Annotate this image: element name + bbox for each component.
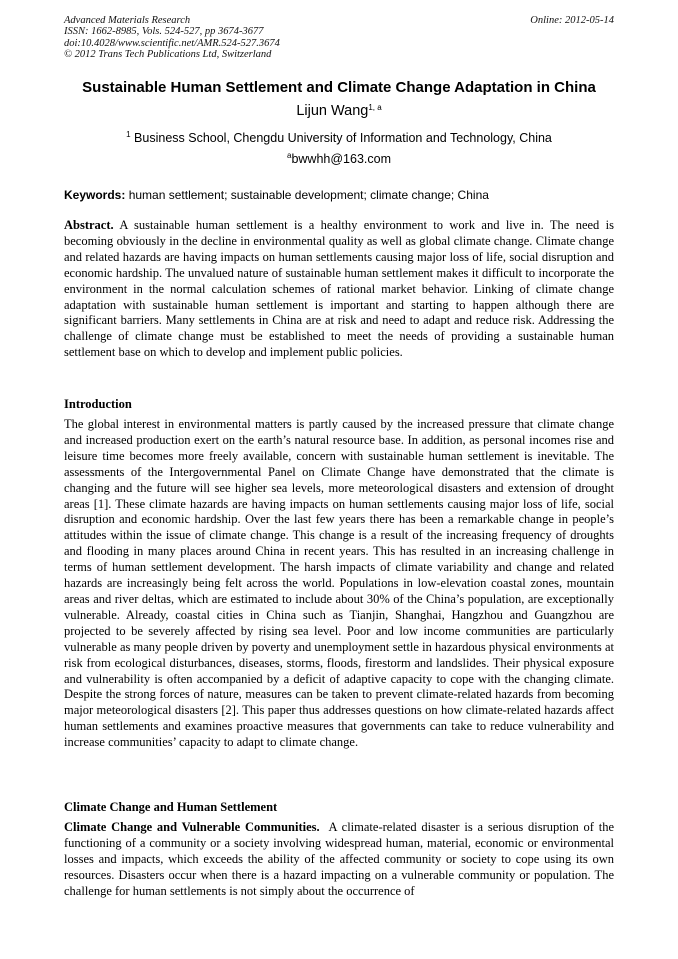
vulnerable-communities-paragraph (64, 820, 614, 900)
introduction-paragraph: The global interest in environmental matters is partly caused by the increased pressure that climate change and increased production exert on the earth’s natural resource base. In addition, as personal incomes rise and leisure time becomes more freely available, concern with sustainable human settlement is inevitable. The assessments of the Intergovernmental Panel on Climate Change have demonstrated that the climate is changing and the future will see higher sea levels, more meteorological disasters and extension of drought areas [1]. These climate hazards are having impacts on human settlements causing major loss of life, social disruption and economic hardship. Over the last few years there has been a remarkable change in people’s attitudes within the issue of climate change. This change is a result of the increasing frequency of droughts and flooding in many places around China in recent years. This has resulted in an increasing challenge in terms of human settlement development. The harsh impacts of climate variability and change and related hazards are increasingly being felt across the world. Populations in low-elevation coastal zones, mountain areas and river deltas, which are estimated to include about 30% of the China’s population, are exceptionally vulnerable. Already, coastal cities in China such as Tianjin, Shanghai, Hangzhou and Guangzhou are projected to be severely affected by rising sea level. Poor and low income communities are particularly vulnerable as many people driven by poverty and unemployment settle in hazardous physical environments at risk from ecological disturbances, diseases, storms, floods, firestorm and landslides. Their physical exposure and vulnerability is often accompanied by a deficit of adaptive capacity to cope with the changing climate. Despite the strong forces of nature, measures can be taken to prevent climate-related hazards from becoming major meteorological disasters [2]. This paper thus addresses questions on how climate-related hazards affect human settlements and examines proactive measures that governments can take to reduce vulnerability and increase communities’ capacity to adapt to climate change. (64, 417, 614, 750)
author-name: Lijun Wang (296, 103, 369, 119)
copyright-line: © 2012 Trans Tech Publications Ltd, Switzerland (64, 48, 272, 60)
paper-title: Sustainable Human Settlement and Climate Change Adaptation in China (82, 79, 596, 96)
author-email (30, 151, 648, 167)
keywords (64, 187, 620, 203)
email-superscript: a (287, 151, 292, 160)
affiliation-superscript: 1 (126, 130, 131, 139)
online-date: Online: 2012-05-14 (530, 15, 614, 26)
keywords-text: human settlement; sustainable development; climate change; China (128, 188, 489, 202)
affiliation-text: Business School, Chengdu University of Information and Technology, China (134, 131, 552, 145)
subsection-text: A climate-related disaster is a serious disruption of the functioning of a community or a society involving widespread human, material, economic or environmental losses and impacts, which exceeds the ability of the affected community or society to cope using its own resources. Disasters occur when there is a hazard impacting on a vulnerable community or population. The challenge for human settlements is not simply about the occurrence of (64, 820, 614, 898)
issn-line: ISSN: 1662-8985, Vols. 524-527, pp 3674-3677 (64, 26, 264, 38)
abstract-label: Abstract. (64, 218, 114, 232)
section-heading-climate-change: Climate Change and Human Settlement (64, 800, 278, 814)
affiliation (30, 130, 648, 146)
abstract-text: A sustainable human settlement is a healthy environment to work and live in. The need is becoming obviously in the decline in environmental quality as well as global climate change. Climate change and related hazards are having impacts on human settlements causing major loss of life, social disruption and economic hardship. The unvalued nature of sustainable human settlement makes it difficult to incorporate the environment in the normal calculation schemes of rational market behavior. Linking of climate change adaptation with sustainable human settlement is important and starting to happen although there are significant barriers. Many settlements in China are at risk and need to adapt and reduce risk. Addressing the challenge of climate change must be established to meet the needs of providing a sustainable human settlement base on which to develop and implement public policies. (64, 218, 614, 360)
journal-header (64, 15, 424, 60)
abstract (64, 218, 614, 361)
author-superscript: 1, a (368, 103, 382, 112)
email-text: bwwhh@163.com (291, 152, 391, 166)
keywords-label: Keywords: (64, 188, 126, 202)
subsection-heading: Climate Change and Vulnerable Communities. (64, 820, 320, 834)
author-line (30, 102, 648, 120)
journal-name: Advanced Materials Research (64, 15, 191, 26)
doi-line: doi:10.4028/www.scientific.net/AMR.524-527.3674 (64, 37, 280, 49)
introduction-heading: Introduction (64, 397, 132, 411)
